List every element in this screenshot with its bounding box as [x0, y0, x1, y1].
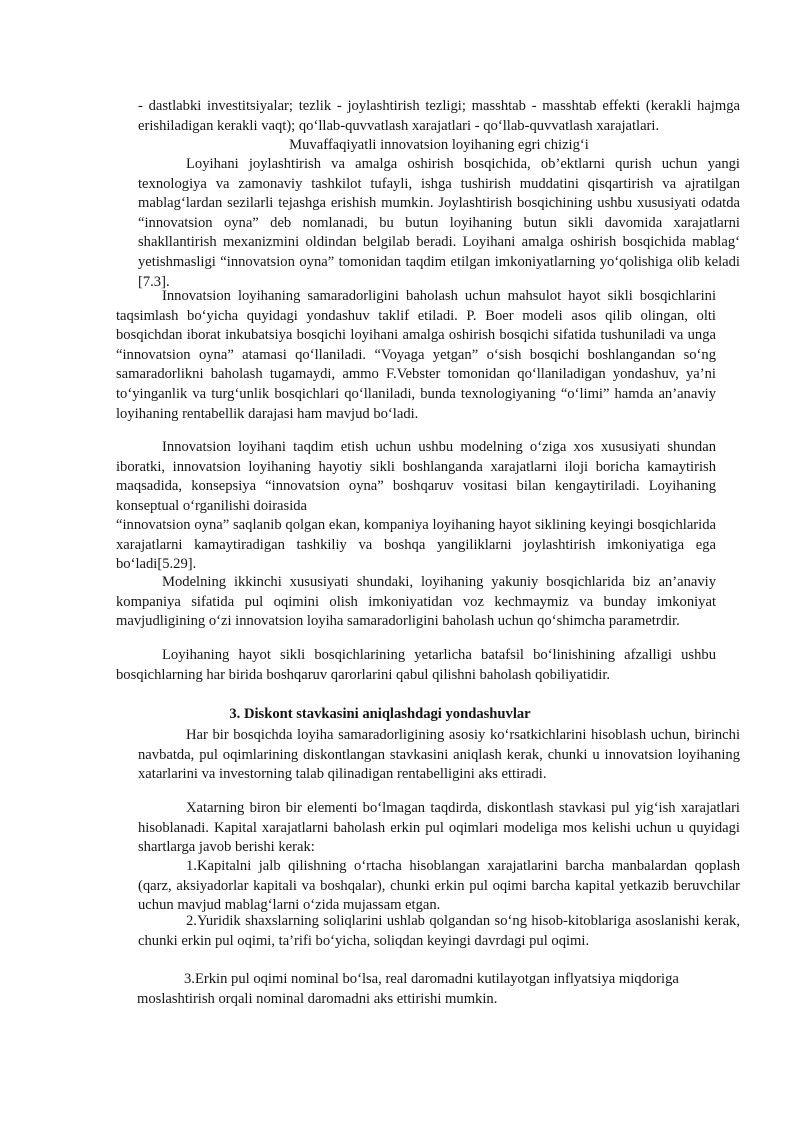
list-item-2: 2.Yuridik shaxslarning soliqlarini ushlab qolgandan so‘ng hisob-kitoblariga asoslanishi kerak, chunki erkin pul oqimi, ta’rifi bo‘yicha, soliqdan keyingi davrdagi pul oqimi. [138, 913, 740, 949]
list-item-1: 1.Kapitalni jalb qilishning o‘rtacha hisoblangan xarajatlarini barcha manbalardan qoplash (qarz, aksiyadorlar kapitali va boshqalar), chunki erkin pul oqimi barcha kapital yetkazib beruvchilar uchun mavjud mablag‘larni o‘zida mujassam etgan. [138, 858, 740, 914]
paragraph-capital-costs: Xatarning biron bir elementi bo‘lmagan taqdirda, diskontlash stavkasi pul yig‘ish xarajatlari hisoblanadi. Kapital xarajatlarni baholash erkin pul oqimlari modeliga mos kelishi uchun u quyidagi shartlarga javob berishi kerak: [138, 800, 740, 856]
intro-paragraph: - dastlabki investitsiyalar; tezlik - joylashtirish tezligi; masshtab - masshtab effekti (kerakli hajmga erishiladigan kerakli vaqt); qo‘llab-quvvatlash xarajatlari - qo‘llab-quvvatlash xarajatlari. [138, 98, 740, 134]
paragraph-second-feature: Modelning ikkinchi xususiyati shundaki, loyihaning yakuniy bosqichlarida biz an’anaviy kompaniya sifatida pul oqimini olish imkoniyatidan voz kechmaymiz va bunday imkoniyat mavjudligining o‘zi innovatsion loyiha samaradorligini baholash uchun qo‘shimcha parametrdir. [116, 574, 716, 630]
section-heading: 3. Diskont stavkasini aniqlashdagi yondashuvlar [229, 706, 531, 722]
list-item-3-cont: moslashtirish orqali nominal daromadni aks ettirishi mumkin. [137, 991, 498, 1007]
paragraph-life-cycle: Innovatsion loyihaning samaradorligini baholash uchun mahsulot hayot sikli bosqichlarini taqsimlash bo‘yicha quyidagi yondashuv taklif etiladi. P. Boer modeli asos qilib olingan, olti bosqichdan iborat inkubatsiya bosqichi loyihani amalga oshirish bosqichi sifatida tushuniladi va unga “innovatsion oyna” atamasi qo‘llaniladi. “Voyaga yetgan” o‘sish bosqichi boshlangandan so‘ng samaradorlikni baholash tugamaydi, ammo F.Vebster tomonidan qo‘llaniladigan yondashuv, ya’ni to‘yinganlik va turg‘unlik bosqichlari qo‘llaniladi, bunda texnologiyaning “o‘limi” hamda an’anaviy loyihaning rentabellik darajasi ham mavjud bo‘ladi. [116, 288, 716, 422]
paragraph-discount-rate: Har bir bosqichda loyiha samaradorligining asosiy ko‘rsatkichlarini hisoblash uchun, birinchi navbatda, pul oqimlarining diskontlangan stavkasini aniqlash kerak, chunki u innovatsion loyihaning xatarlarini va investorning talab qilinadigan rentabelligini aks ettiradi. [138, 727, 740, 783]
list-item-3: 3.Erkin pul oqimi nominal bo‘lsa, real daromadni kutilayotgan inflyatsiya miqdoriga [184, 971, 679, 987]
paragraph-model-feature: Innovatsion loyihani taqdim etish uchun ushbu modelning o‘ziga xos xususiyati shundan iboratki, innovatsion loyihaning hayotiy sikli boshlanganda xarajatlarni iloji boricha kamaytirish maqsadida, konsepsiya “innovatsion oyna” boshqaruv vositasi bilan kengaytiriladi. Loyihaning konseptual o‘rganilishi doirasida [116, 439, 716, 514]
figure-caption: Muvaffaqiyatli innovatsion loyihaning egri chizig‘i [289, 137, 589, 153]
paragraph-model-feature-cont: “innovatsion oyna” saqlanib qolgan ekan, kompaniya loyihaning hayot siklining keyingi bosqichlarida xarajatlarni kamaytiradigan tashkiliy va boshqa yangiliklarni joylashtirish imkoniyatiga ega bo‘ladi[5.29]. [116, 517, 716, 573]
paragraph-innovation-window: Loyihani joylashtirish va amalga oshirish bosqichida, ob’ektlarni qurish uchun yangi texnologiya va zamonaviy tashkilot tufayli, ishga tushirish muddatini qisqartirish va ajratilgan mablag‘lardan sezilarli tejashga erishish mumkin. Joylashtirish bosqichining ushbu xususiyati odatda “innovatsion oyna” deb nomlanadi, bu butun loyihaning butun sikli davomida xarajatlarni shakllantirish mexanizmini oldindan belgilab beradi. Loyihani amalga oshirish bosqichida mablag‘ yetishmasligi “innovatsion oyna” tomonidan taqdim etilgan imkoniyatlarning yo‘qolishiga olib keladi [7.3]. [138, 156, 740, 290]
paragraph-advantage: Loyihaning hayot sikli bosqichlarining yetarlicha batafsil bo‘linishining afzalligi ushbu bosqichlarning har birida boshqaruv qarorlarini qabul qilishni baholash qobiliyatidir. [116, 647, 716, 683]
